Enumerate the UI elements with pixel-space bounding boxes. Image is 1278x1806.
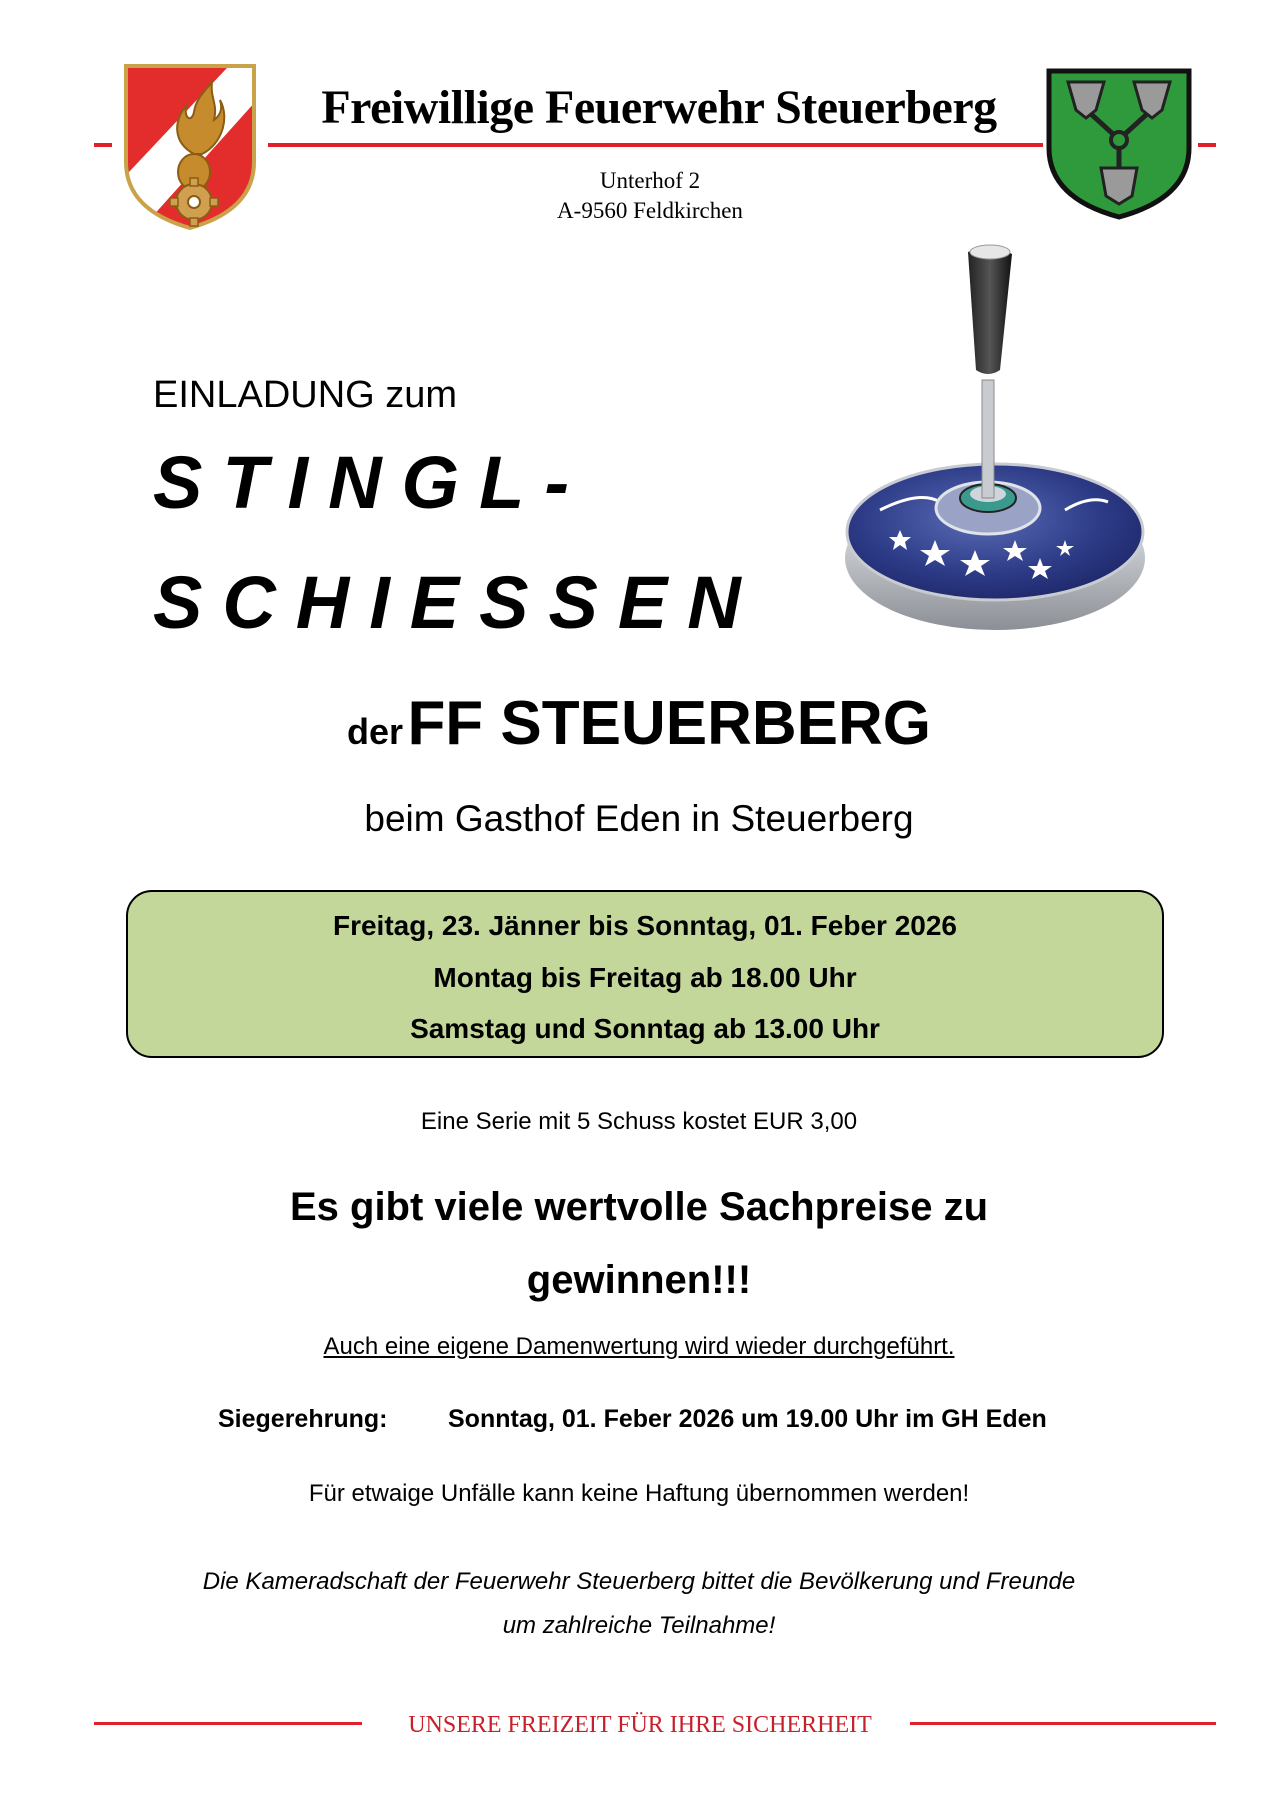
footer-rule-right xyxy=(910,1722,1216,1725)
organization-name: Freiwillige Feuerwehr Steuerberg xyxy=(321,81,997,134)
schedule-weekend: Samstag und Sonntag ab 13.00 Uhr xyxy=(410,1013,880,1044)
header-rule-main xyxy=(268,143,1043,147)
prizes-headline-line-1: Es gibt viele wertvolle Sachpreise zu xyxy=(289,1185,989,1229)
liability-disclaimer: Für etwaige Unfälle kann keine Haftung übernommen werden! xyxy=(308,1480,970,1507)
award-ceremony-value: Sonntag, 01. Feber 2026 um 19.00 Uhr im GH Eden xyxy=(448,1405,1047,1433)
event-title-line-2: SCHIESSEN xyxy=(153,561,761,644)
fire-brigade-crest-icon xyxy=(122,62,258,232)
award-ceremony-label: Siegerehrung: xyxy=(218,1405,388,1433)
organizer-line xyxy=(0,688,1278,759)
footer-motto: UNSERE FREIZEIT FÜR IHRE SICHERHEIT xyxy=(408,1712,872,1738)
closing-line-1: Die Kameradschaft der Feuerwehr Steuerberg bittet die Bevölkerung und Freunde xyxy=(202,1568,1076,1595)
invitation-intro: EINLADUNG zum xyxy=(153,374,458,416)
schedule-box xyxy=(126,890,1164,1058)
prizes-headline-line-2: gewinnen!!! xyxy=(526,1258,752,1302)
municipal-coat-of-arms-icon xyxy=(1046,68,1192,220)
ice-stock-picture xyxy=(840,240,1160,640)
schedule-weekdays: Montag bis Freitag ab 18.00 Uhr xyxy=(433,962,857,993)
header-rule-right xyxy=(1198,143,1216,147)
ladies-ranking-note: Auch eine eigene Damenwertung wird wieder durchgeführt. xyxy=(323,1333,955,1360)
price-info: Eine Serie mit 5 Schuss kostet EUR 3,00 xyxy=(420,1108,858,1135)
address-line-2: A-9560 Feldkirchen xyxy=(557,198,743,223)
schedule-dates: Freitag, 23. Jänner bis Sonntag, 01. Feber 2026 xyxy=(332,910,957,941)
organizer-name: FF STEUERBERG xyxy=(407,689,932,758)
event-title-line-1: STINGL- xyxy=(153,441,589,524)
footer-rule-left xyxy=(94,1722,362,1725)
header-rule-left xyxy=(94,143,112,147)
organizer-prefix: der xyxy=(346,711,403,752)
address-line-1: Unterhof 2 xyxy=(599,168,701,193)
closing-line-2: um zahlreiche Teilnahme! xyxy=(502,1612,776,1639)
event-location: beim Gasthof Eden in Steuerberg xyxy=(364,798,914,839)
